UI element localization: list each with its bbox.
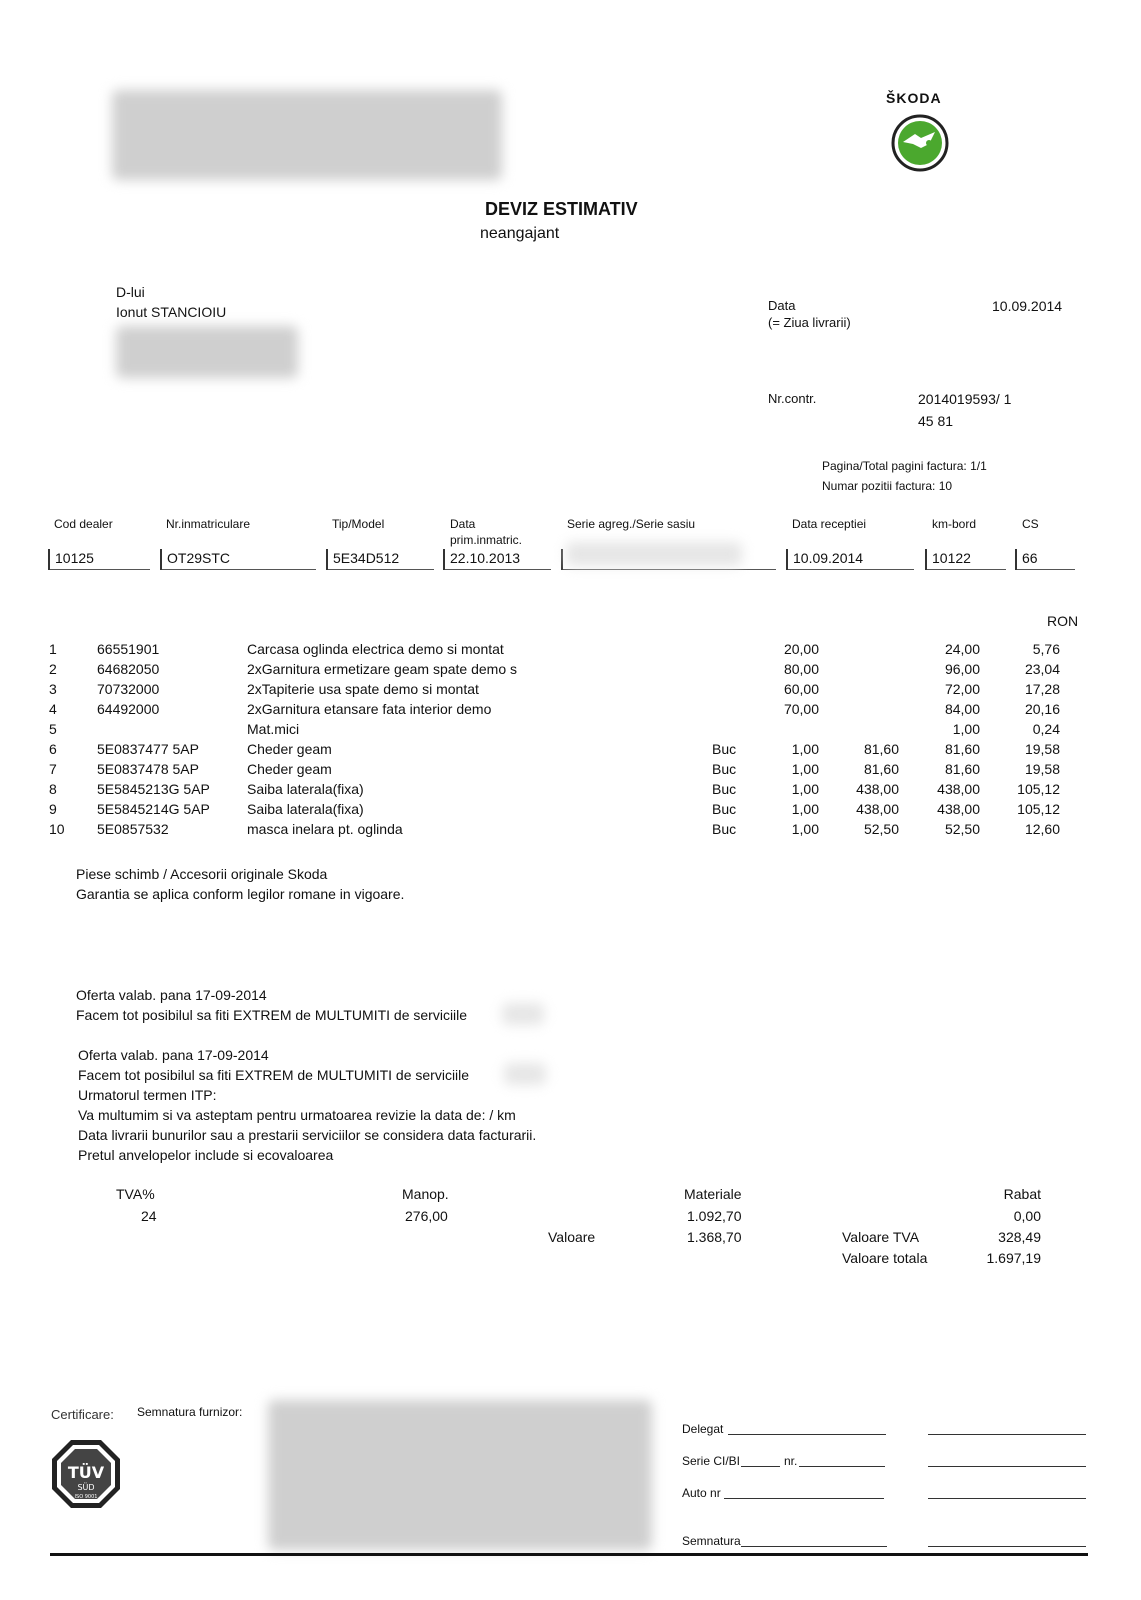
item-qty: 1,00 xyxy=(791,801,819,817)
item-vat: 105,12 xyxy=(1017,801,1060,817)
item-desc: 2xGarnitura ermetizare geam spate demo s xyxy=(247,661,518,677)
valoare-tva-value: 328,49 xyxy=(998,1229,1041,1245)
item-value: 24,00 xyxy=(944,641,980,657)
header-reception: Data receptiei xyxy=(792,517,867,531)
header-reg-date-1: Data xyxy=(450,517,476,531)
header-plate: Nr.inmatriculare xyxy=(166,517,251,531)
reg-date-value: 22.10.2013 xyxy=(450,550,521,566)
item-nr: 10 xyxy=(49,821,65,837)
client-salutation: D-lui xyxy=(116,284,145,300)
item-code: 64682050 xyxy=(97,661,160,677)
item-value: 81,60 xyxy=(944,761,980,777)
item-nr: 6 xyxy=(49,741,57,757)
manop-value: 276,00 xyxy=(405,1208,448,1224)
table-row xyxy=(0,741,1141,761)
item-price: 438,00 xyxy=(856,801,899,817)
item-vat: 12,60 xyxy=(1024,821,1060,837)
vin-redacted xyxy=(566,542,742,566)
table-row xyxy=(0,761,1141,781)
item-qty: 70,00 xyxy=(783,701,819,717)
item-qty: 20,00 xyxy=(783,641,819,657)
item-value: 72,00 xyxy=(944,681,980,697)
item-unit: Buc xyxy=(712,781,737,797)
document-subtitle: neangajant xyxy=(480,225,560,242)
rabat-value: 0,00 xyxy=(1013,1208,1041,1224)
note-original-parts: Piese schimb / Accesorii originale Skoda xyxy=(76,866,328,882)
item-value: 1,00 xyxy=(952,721,980,737)
reg-date-box xyxy=(443,549,551,570)
item-vat: 23,04 xyxy=(1024,661,1060,677)
date-value: 10.09.2014 xyxy=(992,298,1063,314)
reception-value: 10.09.2014 xyxy=(793,550,864,566)
item-value: 84,00 xyxy=(944,701,980,717)
item-qty: 1,00 xyxy=(791,781,819,797)
table-row xyxy=(0,801,1141,821)
table-row xyxy=(0,781,1141,801)
item-unit: Buc xyxy=(712,821,737,837)
client-name: Ionut STANCIOIU xyxy=(116,304,227,320)
item-vat: 19,58 xyxy=(1024,761,1060,777)
brand-name: ŠKODA xyxy=(886,90,942,106)
item-vat: 19,58 xyxy=(1024,741,1060,757)
contract-value-2: 45 81 xyxy=(918,413,954,429)
note-itp: Urmatorul termen ITP: xyxy=(78,1087,217,1103)
valoare-value: 1.368,70 xyxy=(687,1229,742,1245)
materiale-value: 1.092,70 xyxy=(687,1208,742,1224)
serie-ci-line[interactable] xyxy=(741,1466,780,1467)
item-vat: 0,24 xyxy=(1032,721,1060,737)
item-code: 5E0857532 xyxy=(97,821,169,837)
item-code: 5E5845214G 5AP xyxy=(97,801,210,817)
document-title: DEVIZ ESTIMATIV xyxy=(485,199,638,219)
table-row xyxy=(0,641,1141,661)
dealer-box xyxy=(48,549,150,570)
supplier-signature-label: Semnatura furnizor: xyxy=(137,1405,243,1419)
model-box xyxy=(326,549,434,570)
contract-value-1: 2014019593/ 1 xyxy=(918,391,1012,407)
item-price: 81,60 xyxy=(863,741,899,757)
header-vin: Serie agreg./Serie sasiu xyxy=(567,517,696,531)
serie-ci-label: Serie CI/BI xyxy=(682,1454,741,1468)
plate-value: OT29STC xyxy=(167,550,231,566)
item-qty: 1,00 xyxy=(791,821,819,837)
valoare-label: Valoare xyxy=(548,1229,596,1245)
item-vat: 17,28 xyxy=(1024,681,1060,697)
item-qty: 1,00 xyxy=(791,741,819,757)
client-address-redacted xyxy=(116,326,298,378)
item-unit: Buc xyxy=(712,741,737,757)
supplier-stamp-redacted xyxy=(268,1400,652,1550)
item-nr: 8 xyxy=(49,781,57,797)
seal-sub: SÜD xyxy=(77,1483,95,1492)
header-km: km-bord xyxy=(932,517,977,531)
auto-nr-label: Auto nr xyxy=(682,1486,721,1500)
table-row xyxy=(0,721,1141,741)
note-delivery: Data livrarii bunurilor sau a prestarii serviciilor se considera data facturarii. xyxy=(78,1127,537,1143)
item-code: 64492000 xyxy=(97,701,160,717)
item-desc: Cheder geam xyxy=(247,741,332,757)
header-dealer: Cod dealer xyxy=(54,517,113,531)
item-desc: Saiba laterala(fixa) xyxy=(247,781,364,797)
dealer-name-redacted xyxy=(502,1003,544,1025)
delegat-line[interactable] xyxy=(728,1434,886,1435)
item-nr: 7 xyxy=(49,761,57,777)
semnatura-label: Semnatura xyxy=(682,1534,741,1548)
certification-label: Certificare: xyxy=(51,1407,114,1422)
delegat-label: Delegat xyxy=(682,1422,724,1436)
reception-box xyxy=(786,549,914,570)
item-price: 81,60 xyxy=(863,761,899,777)
date-label: Data xyxy=(768,298,796,313)
auto-nr-line-2[interactable] xyxy=(928,1498,1086,1499)
item-nr: 1 xyxy=(49,641,57,657)
currency-label: RON xyxy=(1047,613,1079,629)
serie-ci-line-2[interactable] xyxy=(928,1466,1086,1467)
cs-box xyxy=(1015,549,1075,570)
table-row xyxy=(0,821,1141,841)
item-unit: Buc xyxy=(712,761,737,777)
valoare-tva-label: Valoare TVA xyxy=(842,1229,920,1245)
item-vat: 105,12 xyxy=(1017,781,1060,797)
table-row xyxy=(0,681,1141,701)
date-sublabel: (= Ziua livrarii) xyxy=(768,315,851,330)
item-desc: 2xTapiterie usa spate demo si montat xyxy=(247,681,479,697)
semnatura-line-2[interactable] xyxy=(928,1546,1086,1547)
manop-label: Manop. xyxy=(402,1186,449,1202)
dealer-value: 10125 xyxy=(55,550,94,566)
skoda-arrow-logo-icon xyxy=(891,114,949,175)
materiale-label: Materiale xyxy=(684,1186,742,1202)
item-code: 70732000 xyxy=(97,681,160,697)
note-revision: Va multumim si va asteptam pentru urmatoarea revizie la data de: / km xyxy=(78,1107,516,1123)
dealer-info-redacted xyxy=(112,90,502,180)
item-vat: 5,76 xyxy=(1032,641,1060,657)
item-code: 66551901 xyxy=(97,641,160,657)
plate-box xyxy=(160,549,316,570)
item-qty: 1,00 xyxy=(791,761,819,777)
nr-label: nr. xyxy=(784,1454,798,1468)
item-code: 5E0837478 5AP xyxy=(97,761,199,777)
item-nr: 3 xyxy=(49,681,57,697)
item-value: 438,00 xyxy=(937,801,980,817)
km-value: 10122 xyxy=(932,550,971,566)
item-nr: 5 xyxy=(49,721,57,737)
item-qty: 80,00 xyxy=(783,661,819,677)
seal-iso: ISO 9001 xyxy=(74,1494,98,1500)
note-thanks-2: Facem tot posibilul sa fiti EXTREM de MULTUMITI de serviciile xyxy=(78,1067,470,1083)
header-model: Tip/Model xyxy=(332,517,385,531)
dealer-name-redacted xyxy=(504,1063,546,1085)
note-offer-2: Oferta valab. pana 17-09-2014 xyxy=(78,1047,269,1063)
seal-text: TÜV xyxy=(67,1463,105,1482)
table-row xyxy=(0,661,1141,681)
rabat-label: Rabat xyxy=(1003,1186,1041,1202)
semnatura-line[interactable] xyxy=(741,1546,887,1547)
item-value: 96,00 xyxy=(944,661,980,677)
tva-value: 24 xyxy=(141,1208,157,1224)
item-desc: masca inelara pt. oglinda xyxy=(247,821,403,837)
pages-info: Pagina/Total pagini factura: 1/1 xyxy=(822,459,987,473)
item-code: 5E0837477 5AP xyxy=(97,741,199,757)
valoare-totala-label: Valoare totala xyxy=(842,1250,928,1266)
item-desc: Mat.mici xyxy=(247,721,300,737)
nr-line[interactable] xyxy=(799,1466,885,1467)
item-price: 52,50 xyxy=(863,821,899,837)
model-value: 5E34D512 xyxy=(333,550,400,566)
note-warranty: Garantia se aplica conform legilor romane in vigoare. xyxy=(76,886,405,902)
item-unit: Buc xyxy=(712,801,737,817)
header-reg-date-2: prim.inmatric. xyxy=(450,533,523,547)
item-code: 5E5845213G 5AP xyxy=(97,781,210,797)
item-desc: 2xGarnitura etansare fata interior demo xyxy=(247,701,492,717)
item-nr: 4 xyxy=(49,701,57,717)
item-value: 52,50 xyxy=(944,821,980,837)
delegat-line-2[interactable] xyxy=(928,1434,1086,1435)
item-qty: 60,00 xyxy=(783,681,819,697)
item-desc: Saiba laterala(fixa) xyxy=(247,801,364,817)
tuv-sud-seal-icon xyxy=(50,1438,122,1513)
cs-value: 66 xyxy=(1022,550,1038,566)
positions-info: Numar pozitii factura: 10 xyxy=(822,479,953,493)
item-price: 438,00 xyxy=(856,781,899,797)
note-offer-1: Oferta valab. pana 17-09-2014 xyxy=(76,987,267,1003)
km-box xyxy=(925,549,1006,570)
item-value: 438,00 xyxy=(937,781,980,797)
item-value: 81,60 xyxy=(944,741,980,757)
contract-label: Nr.contr. xyxy=(768,391,817,406)
item-nr: 9 xyxy=(49,801,57,817)
tva-label: TVA% xyxy=(116,1186,155,1202)
note-tyres: Pretul anvelopelor include si ecovaloarea xyxy=(78,1147,334,1163)
table-row xyxy=(0,701,1141,721)
item-nr: 2 xyxy=(49,661,57,677)
item-vat: 20,16 xyxy=(1024,701,1060,717)
item-desc: Carcasa oglinda electrica demo si montat xyxy=(247,641,504,657)
page-bottom-rule xyxy=(50,1553,1088,1556)
item-desc: Cheder geam xyxy=(247,761,332,777)
valoare-totala-value: 1.697,19 xyxy=(986,1250,1041,1266)
auto-nr-line[interactable] xyxy=(724,1498,884,1499)
note-thanks-1: Facem tot posibilul sa fiti EXTREM de MULTUMITI de serviciile xyxy=(76,1007,468,1023)
header-cs: CS xyxy=(1022,517,1039,531)
